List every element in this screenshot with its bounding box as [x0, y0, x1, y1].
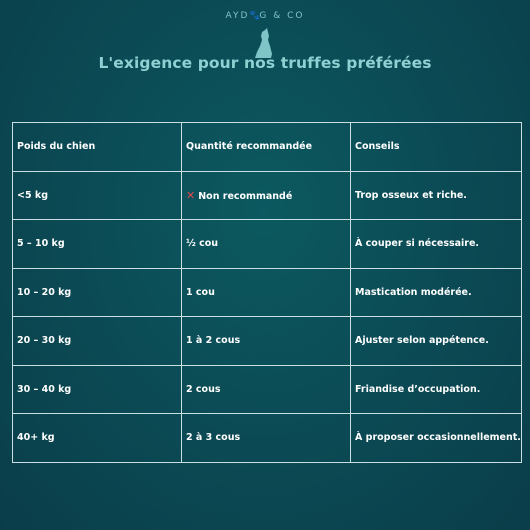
cell-quantity: 2 cous: [182, 365, 351, 414]
table-row: [13, 365, 522, 414]
cell-weight: 20 – 30 kg: [13, 317, 182, 366]
cell-advice: Ajuster selon appétence.: [351, 317, 522, 366]
cell-weight: <5 kg: [13, 171, 182, 220]
header-weight: Poids du chien: [13, 123, 182, 172]
cell-advice: À proposer occasionnellement.: [351, 414, 522, 463]
portion-table: [12, 122, 522, 463]
brand-logo-text: AYD🐾G & CO: [225, 11, 305, 21]
table-row: [13, 220, 522, 269]
cell-weight: 40+ kg: [13, 414, 182, 463]
header-quantity: Quantité recommandée: [182, 123, 351, 172]
cross-icon: ✕: [186, 188, 196, 202]
cell-advice: Friandise d’occupation.: [351, 365, 522, 414]
page-title: L'exigence pour nos truffes préférées: [98, 54, 432, 72]
cell-quantity: 1 à 2 cous: [182, 317, 351, 366]
table-header-row: [13, 123, 522, 172]
cell-advice: À couper si nécessaire.: [351, 220, 522, 269]
cell-quantity: 2 à 3 cous: [182, 414, 351, 463]
cell-quantity: [182, 171, 351, 220]
cell-quantity: 1 cou: [182, 268, 351, 317]
cell-weight: 30 – 40 kg: [13, 365, 182, 414]
cell-advice: Mastication modérée.: [351, 268, 522, 317]
table-row: [13, 414, 522, 463]
quantity-text: Non recommandé: [198, 190, 293, 202]
cell-advice: Trop osseux et riche.: [351, 171, 522, 220]
cell-weight: 10 – 20 kg: [13, 268, 182, 317]
table-row: [13, 171, 522, 220]
table-row: [13, 268, 522, 317]
header-advice: Conseils: [351, 123, 522, 172]
table-row: [13, 317, 522, 366]
cell-quantity: ½ cou: [182, 220, 351, 269]
paw-icon: 🐾: [249, 11, 263, 21]
cell-weight: 5 – 10 kg: [13, 220, 182, 269]
